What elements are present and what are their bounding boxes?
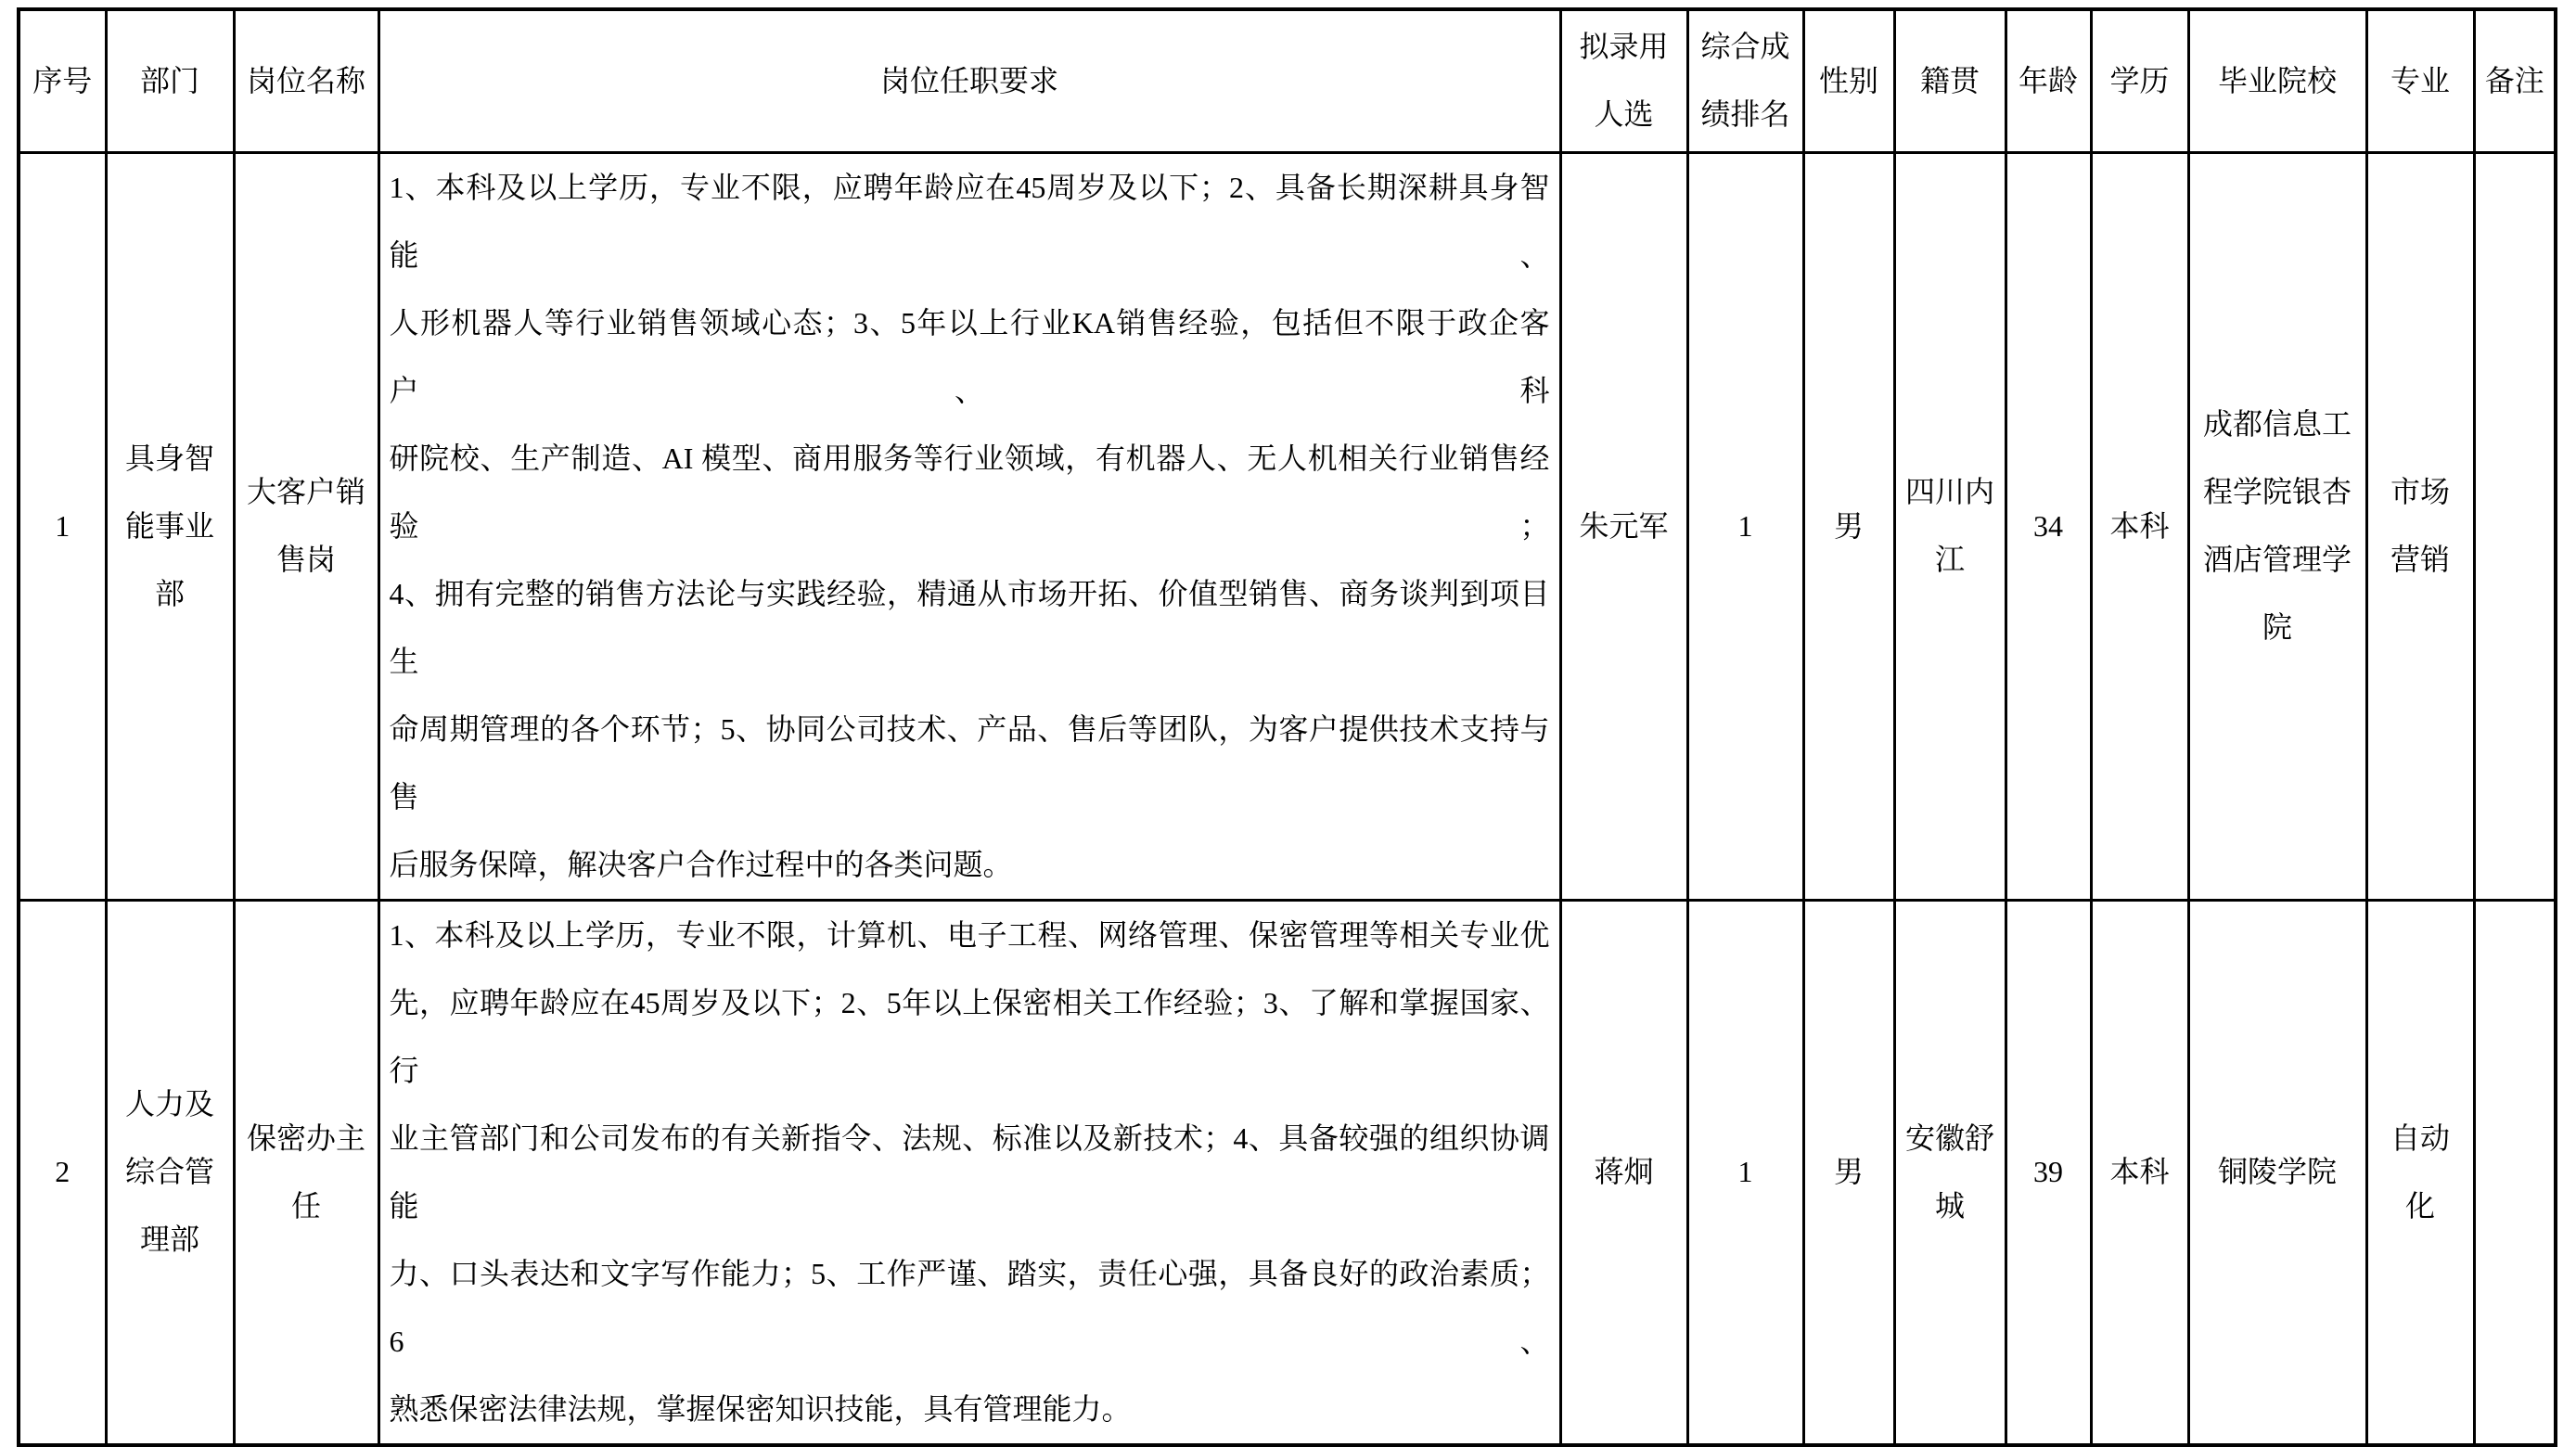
cell-education: 本科 <box>2091 900 2188 1445</box>
header-rank: 综合成绩排名 <box>1687 9 1803 152</box>
cell-education: 本科 <box>2091 152 2188 900</box>
header-department: 部门 <box>106 9 234 152</box>
cell-candidate: 蒋炯 <box>1560 900 1687 1445</box>
requirement-line: 1、本科及以上学历，专业不限，应聘年龄应在45周岁及以下；2、具备长期深耕具身智能、 <box>389 170 1550 272</box>
cell-department: 人力及综合管理部 <box>106 900 234 1445</box>
cell-school: 铜陵学院 <box>2188 900 2366 1445</box>
header-position: 岗位名称 <box>234 9 378 152</box>
header-school: 毕业院校 <box>2188 9 2366 152</box>
cell-requirements <box>378 152 1560 900</box>
header-hometown: 籍贯 <box>1894 9 2006 152</box>
cell-age: 39 <box>2006 900 2091 1445</box>
header-education: 学历 <box>2091 9 2188 152</box>
cell-seq: 1 <box>19 152 106 900</box>
header-candidate: 拟录用人选 <box>1560 9 1687 152</box>
header-remark: 备注 <box>2474 9 2556 152</box>
requirement-line: 命周期管理的各个环节；5、协同公司技术、产品、售后等团队，为客户提供技术支持与售 <box>389 711 1550 813</box>
cell-requirements <box>378 900 1560 1445</box>
header-major: 专业 <box>2366 9 2474 152</box>
cell-major: 市场营销 <box>2366 152 2474 900</box>
cell-hometown: 安徽舒城 <box>1894 900 2006 1445</box>
cell-age: 34 <box>2006 152 2091 900</box>
table-header-row <box>19 9 2556 152</box>
requirement-line: 4、拥有完整的销售方法论与实践经验，精通从市场开拓、价值型销售、商务谈判到项目生 <box>389 576 1550 678</box>
cell-remark <box>2474 900 2556 1445</box>
cell-hometown: 四川内江 <box>1894 152 2006 900</box>
cell-department: 具身智能事业部 <box>106 152 234 900</box>
requirement-line: 熟悉保密法律法规，掌握保密知识技能，具有管理能力。 <box>389 1391 1132 1426</box>
table-row <box>19 900 2556 1445</box>
requirement-line: 研院校、生产制造、AI 模型、商用服务等行业领域，有机器人、无人机相关行业销售经验； <box>389 441 1550 543</box>
table-row <box>19 152 2556 900</box>
cell-rank: 1 <box>1687 152 1803 900</box>
requirement-line: 业主管部门和公司发布的有关新指令、法规、标准以及新技术；4、具备较强的组织协调能 <box>389 1120 1550 1223</box>
recruitment-table <box>17 7 2557 1447</box>
requirement-line: 后服务保障，解决客户合作过程中的各类问题。 <box>389 847 1013 881</box>
cell-remark <box>2474 152 2556 900</box>
requirement-line: 人形机器人等行业销售领域心态；3、5年以上行业KA销售经验，包括但不限于政企客户、科 <box>389 305 1550 407</box>
header-requirements: 岗位任职要求 <box>378 9 1560 152</box>
requirement-line: 力、口头表达和文字写作能力；5、工作严谨、踏实，责任心强，具备良好的政治素质；6、 <box>389 1256 1550 1358</box>
cell-rank: 1 <box>1687 900 1803 1445</box>
cell-gender: 男 <box>1803 900 1894 1445</box>
cell-position: 保密办主任 <box>234 900 378 1445</box>
header-age: 年龄 <box>2006 9 2091 152</box>
cell-seq: 2 <box>19 900 106 1445</box>
cell-gender: 男 <box>1803 152 1894 900</box>
document-sheet <box>17 7 2557 1447</box>
cell-candidate: 朱元军 <box>1560 152 1687 900</box>
cell-school: 成都信息工程学院银杏酒店管理学院 <box>2188 152 2366 900</box>
header-seq: 序号 <box>19 9 106 152</box>
cell-position: 大客户销售岗 <box>234 152 378 900</box>
header-gender: 性别 <box>1803 9 1894 152</box>
cell-major: 自动化 <box>2366 900 2474 1445</box>
requirement-line: 先，应聘年龄应在45周岁及以下；2、5年以上保密相关工作经验；3、了解和掌握国家、行 <box>389 985 1550 1087</box>
requirement-line: 1、本科及以上学历，专业不限，计算机、电子工程、网络管理、保密管理等相关专业优 <box>389 917 1550 952</box>
